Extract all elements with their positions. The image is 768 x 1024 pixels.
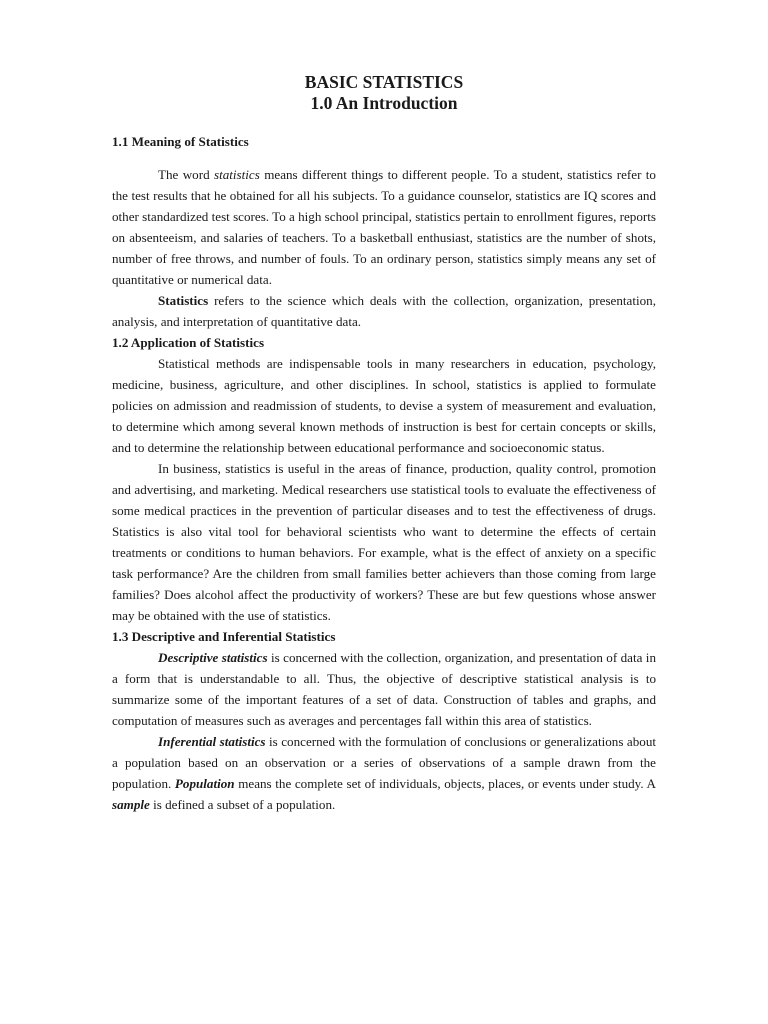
text-run: means different things to different people. To a student, statistics refer to the test results that he obtained for all his subjects. To a guidance counselor, statistics are IQ scores and other standardized test scores. To a high school principal, statistics pertain to enrollment figures, reports on absenteeism, and salaries of teachers. To a basketball enthusiast, statistics are the number of shots, number of free throws, and number of fouls. To an ordinary person, statistics simply means any set of quantitative or numerical data. (112, 167, 656, 287)
term-population: Population (174, 776, 235, 791)
section-heading-application: 1.2 Application of Statistics (112, 335, 265, 350)
section-heading-descriptive-inferential: 1.3 Descriptive and Inferential Statistics (112, 629, 336, 644)
term-sample: sample (112, 797, 150, 812)
text-run: means the complete set of individuals, objects, places, or events under study. A (234, 776, 656, 791)
paragraph-descriptive (112, 647, 656, 731)
italic-term-statistics: statistics (214, 167, 260, 182)
paragraph-meaning-2 (112, 290, 656, 332)
document-subtitle: 1.0 An Introduction (310, 93, 458, 113)
paragraph-inferential (112, 731, 656, 815)
document-page (112, 72, 656, 815)
text-run: is defined a subset of a population. (149, 797, 336, 812)
paragraph-meaning-1 (112, 164, 656, 290)
document-title: BASIC STATISTICS (304, 72, 464, 92)
section-heading-meaning: 1.1 Meaning of Statistics (112, 134, 249, 149)
paragraph-application-1: Statistical methods are indispensable tools in many researchers in education, psychology, medicine, business, agriculture, and other disciplines. In school, statistics is applied to formulate policies on admission and readmission of students, to devise a system of measurement and evaluation, to determine which among several known methods of instruction is best for certain concepts or skills, and to determine the relationship between educational performance and socioeconomic status. (112, 356, 656, 455)
bold-term-statistics: Statistics (158, 293, 209, 308)
term-inferential-statistics: Inferential statistics (158, 734, 266, 749)
text-run: refers to the science which deals with the collection, organization, presentation, analysis, and interpretation of quantitative data. (112, 293, 656, 329)
text-run: The word (158, 167, 214, 182)
text-run: is concerned with the formulation of conclusions or generalizations about a population based on an observation or a series of observations of a sample drawn from the population. (112, 734, 656, 791)
paragraph-application-2: In business, statistics is useful in the areas of finance, production, quality control, promotion and advertising, and marketing. Medical researchers use statistical tools to evaluate the effectiveness of some medical practices in the prevention of particular diseases and to test the effectiveness of drugs. Statistics is also vital tool for behavioral scientists who want to determine the effects of certain treatments or conditions to human behaviors. For example, what is the effect of anxiety on a specific task performance? Are the children from small families better achievers than those coming from large families? Does alcohol affect the productivity of workers? These are but few questions whose answer may be obtained with the use of statistics. (112, 461, 656, 623)
text-run: is concerned with the collection, organization, and presentation of data in a form that is understandable to all. Thus, the objective of descriptive statistical analysis is to summarize some of the important features of a set of data. Construction of tables and graphs, and computation of measures such as averages and percentages fall within this area of statistics. (112, 650, 656, 728)
term-descriptive-statistics: Descriptive statistics (158, 650, 268, 665)
